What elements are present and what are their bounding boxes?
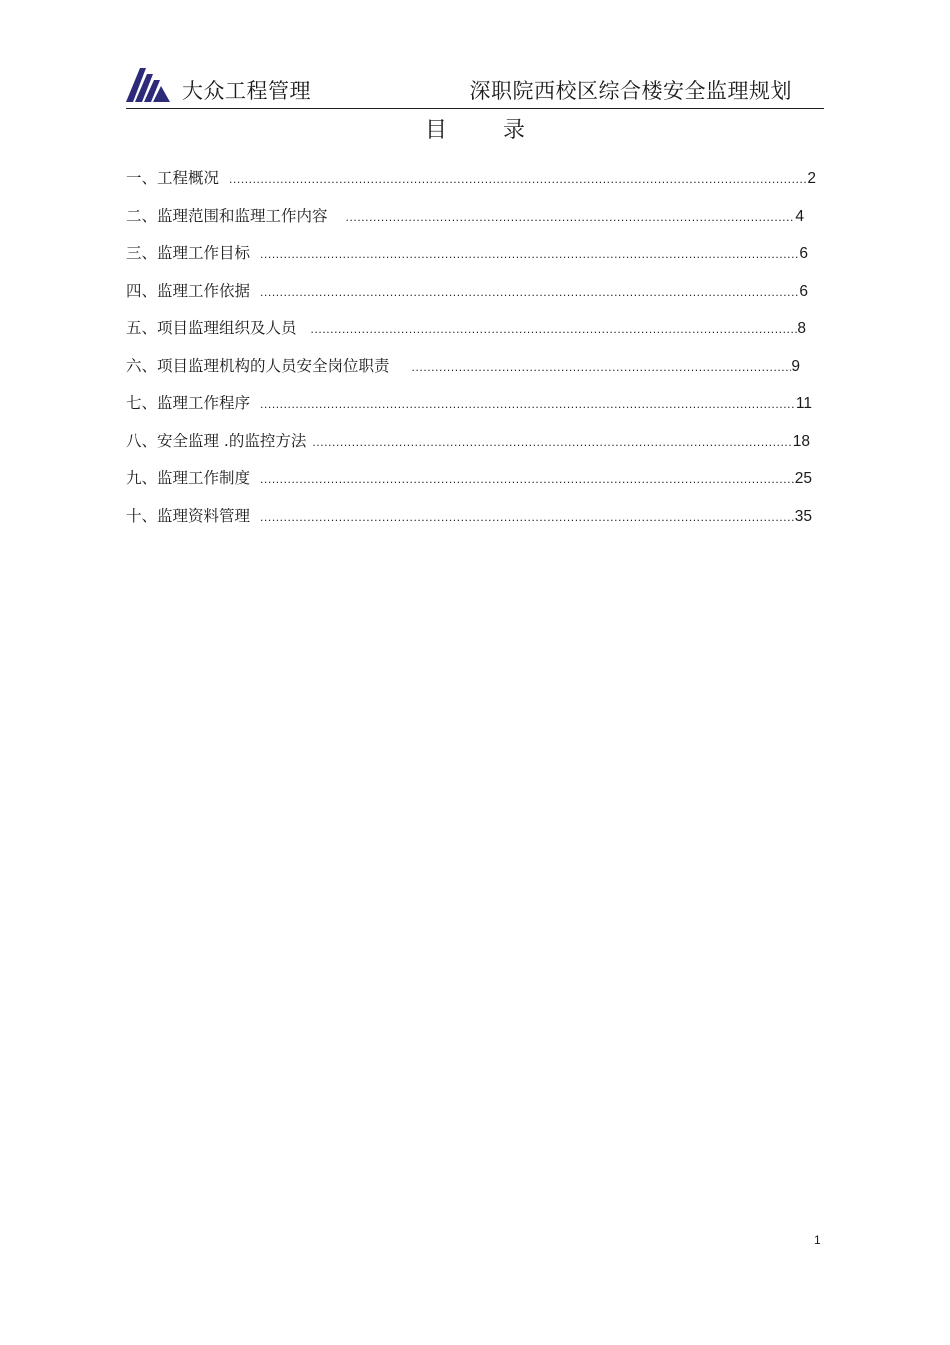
toc-dot-leader xyxy=(311,316,798,342)
toc-dot-leader xyxy=(312,429,792,455)
toc-entry-8[interactable] xyxy=(126,428,816,466)
table-of-contents xyxy=(126,165,816,540)
toc-entry-label: 七、监理工作程序 xyxy=(126,394,251,412)
toc-entry-page: 6 xyxy=(799,282,808,300)
toc-entry-label: 九、监理工作制度 xyxy=(126,469,251,487)
toc-entry-label: 六、项目监理机构的人员安全岗位职责 xyxy=(126,356,390,375)
toc-entry-10[interactable] xyxy=(126,503,816,541)
toc-entry-3[interactable] xyxy=(126,240,816,278)
toc-entry-label: 五、项目监理组织及人员 xyxy=(126,319,297,337)
toc-entry-1[interactable] xyxy=(126,165,816,203)
company-name: 大众工程管理 xyxy=(182,79,311,103)
toc-entry-label: 十、监理资料管理 xyxy=(126,506,251,525)
toc-entry-label: 三、监理工作目标 xyxy=(126,244,251,262)
toc-dot-leader xyxy=(260,466,795,492)
toc-dot-leader xyxy=(412,354,792,380)
toc-entry-2[interactable] xyxy=(126,203,816,241)
toc-entry-label: 二、监理范围和监理工作内容 xyxy=(126,206,328,225)
toc-entry-5[interactable] xyxy=(126,315,816,353)
toc-heading xyxy=(0,116,950,146)
document-title: 深职院西校区综合楼安全监理规划 xyxy=(469,79,792,103)
toc-entry-6[interactable] xyxy=(126,353,816,391)
toc-heading-left: 目 xyxy=(424,118,447,143)
toc-entry-label: 八、安全监理 .的监控方法 xyxy=(126,431,307,450)
toc-entry-label: 四、监理工作依据 xyxy=(126,281,251,300)
toc-entry-page: 6 xyxy=(799,245,808,262)
toc-entry-page: 18 xyxy=(792,432,810,450)
toc-dot-leader xyxy=(260,391,796,417)
toc-entry-page: 35 xyxy=(794,507,812,525)
toc-entry-page: 9 xyxy=(791,357,800,375)
toc-dot-leader xyxy=(260,279,799,305)
company-logo-icon xyxy=(126,68,170,102)
page-number: 1 xyxy=(814,1233,821,1247)
toc-entry-page: 11 xyxy=(795,395,812,412)
toc-dot-leader xyxy=(346,204,796,230)
toc-entry-page: 2 xyxy=(807,170,816,187)
toc-entry-4[interactable] xyxy=(126,278,816,316)
toc-heading-right: 录 xyxy=(503,118,526,143)
toc-entry-page: 4 xyxy=(795,207,804,225)
toc-dot-leader xyxy=(229,166,807,192)
toc-entry-label: 一、工程概况 xyxy=(126,169,220,187)
toc-entry-page: 8 xyxy=(797,320,806,337)
toc-entry-7[interactable] xyxy=(126,390,816,428)
toc-dot-leader xyxy=(260,504,795,530)
page-header xyxy=(126,66,824,109)
toc-entry-page: 25 xyxy=(794,470,812,487)
toc-dot-leader xyxy=(260,241,799,267)
toc-entry-9[interactable] xyxy=(126,465,816,503)
